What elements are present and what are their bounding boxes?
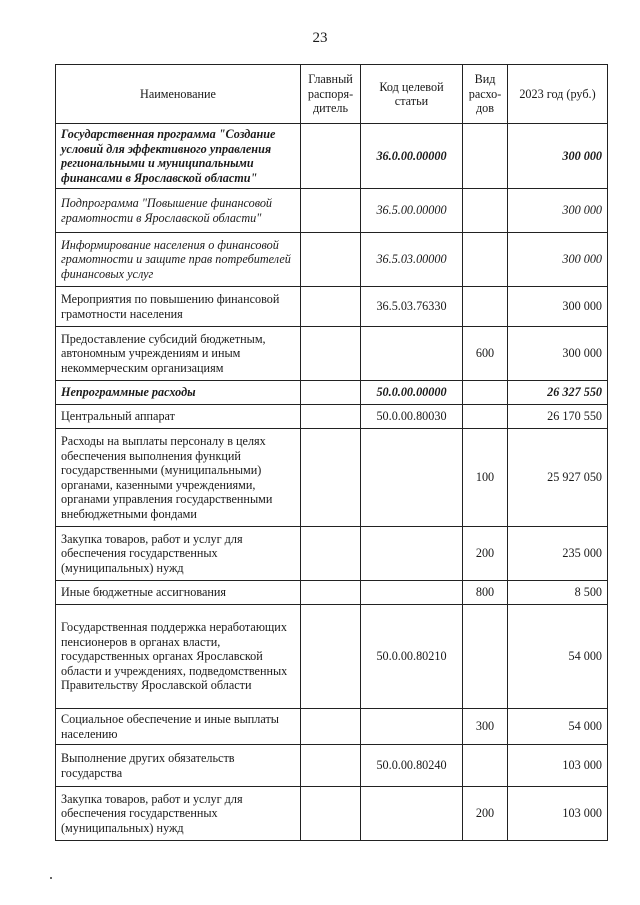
row-target-code: 50.0.00.80030 [361, 405, 463, 429]
table-row [56, 527, 608, 581]
table-row [56, 327, 608, 381]
row-target-code: 50.0.00.00000 [361, 381, 463, 405]
table-row [56, 745, 608, 787]
row-target-code: 50.0.00.80210 [361, 605, 463, 709]
table-row [56, 287, 608, 327]
row-amount: 300 000 [508, 233, 608, 287]
row-name: Иные бюджетные ассигнования [56, 581, 301, 605]
table-row [56, 429, 608, 527]
row-distributor [301, 787, 361, 841]
row-name: Предоставление субсидий бюджетным, автономным учреждениям и иным некоммерческим организациям [56, 327, 301, 381]
row-expense-type [463, 405, 508, 429]
row-distributor [301, 581, 361, 605]
row-target-code: 36.0.00.00000 [361, 124, 463, 189]
row-name: Центральный аппарат [56, 405, 301, 429]
row-target-code [361, 787, 463, 841]
row-distributor [301, 429, 361, 527]
row-amount: 26 327 550 [508, 381, 608, 405]
row-target-code [361, 327, 463, 381]
row-distributor [301, 605, 361, 709]
row-expense-type [463, 124, 508, 189]
budget-table [55, 64, 608, 841]
row-amount: 26 170 550 [508, 405, 608, 429]
row-target-code: 36.5.03.76330 [361, 287, 463, 327]
row-expense-type [463, 287, 508, 327]
row-expense-type [463, 189, 508, 233]
header-row [56, 65, 608, 124]
table-row [56, 124, 608, 189]
row-expense-type [463, 381, 508, 405]
table-row [56, 605, 608, 709]
row-distributor [301, 327, 361, 381]
table-body [56, 124, 608, 841]
row-distributor [301, 287, 361, 327]
scan-mark [50, 877, 52, 879]
row-amount: 54 000 [508, 605, 608, 709]
row-expense-type: 600 [463, 327, 508, 381]
table-row [56, 189, 608, 233]
row-name: Закупка товаров, работ и услуг для обеспечения государственных (муниципальных) нужд [56, 527, 301, 581]
table-row [56, 405, 608, 429]
row-distributor [301, 745, 361, 787]
header-target-code: Код целевой статьи [361, 65, 463, 124]
row-expense-type [463, 605, 508, 709]
row-expense-type: 200 [463, 787, 508, 841]
row-amount: 300 000 [508, 287, 608, 327]
row-target-code [361, 709, 463, 745]
row-amount: 103 000 [508, 745, 608, 787]
row-name: Подпрограмма "Повышение финансовой грамотности в Ярославской области" [56, 189, 301, 233]
row-target-code: 50.0.00.80240 [361, 745, 463, 787]
row-target-code [361, 429, 463, 527]
row-target-code [361, 581, 463, 605]
table-row [56, 233, 608, 287]
row-expense-type: 800 [463, 581, 508, 605]
row-expense-type: 100 [463, 429, 508, 527]
header-amount: 2023 год (руб.) [508, 65, 608, 124]
row-name: Выполнение других обязательств государства [56, 745, 301, 787]
header-name: Наименование [56, 65, 301, 124]
table-row [56, 787, 608, 841]
row-amount: 25 927 050 [508, 429, 608, 527]
row-amount: 8 500 [508, 581, 608, 605]
header-expense-type: Вид расхо-дов [463, 65, 508, 124]
row-amount: 300 000 [508, 189, 608, 233]
row-target-code: 36.5.00.00000 [361, 189, 463, 233]
row-distributor [301, 381, 361, 405]
row-amount: 235 000 [508, 527, 608, 581]
row-target-code: 36.5.03.00000 [361, 233, 463, 287]
page-number: 23 [312, 30, 328, 46]
table-row [56, 709, 608, 745]
row-name: Информирование населения о финансовой грамотности и защите прав потребителей финансовых услуг [56, 233, 301, 287]
row-amount: 300 000 [508, 124, 608, 189]
row-amount: 103 000 [508, 787, 608, 841]
row-name: Расходы на выплаты персоналу в целях обеспечения выполнения функций государственными (муниципальными) органами, казенными учреждениями, органами управления государственными внебюджетными фондами [56, 429, 301, 527]
row-name: Мероприятия по повышению финансовой грамотности населения [56, 287, 301, 327]
row-target-code [361, 527, 463, 581]
row-name: Государственная программа "Создание условий для эффективного управления региональными и муниципальными финансами в Ярославской области" [56, 124, 301, 189]
row-distributor [301, 527, 361, 581]
row-expense-type: 200 [463, 527, 508, 581]
row-distributor [301, 233, 361, 287]
header-distributor: Главный распоря-дитель [301, 65, 361, 124]
table-row [56, 581, 608, 605]
row-expense-type [463, 233, 508, 287]
row-name: Социальное обеспечение и иные выплаты населению [56, 709, 301, 745]
row-expense-type [463, 745, 508, 787]
table-header [56, 65, 608, 124]
row-name: Государственная поддержка неработающих пенсионеров в органах власти, государственных органах Ярославской области и учреждениях, подведомственных Правительству Ярославской области [56, 605, 301, 709]
table-row [56, 381, 608, 405]
row-distributor [301, 189, 361, 233]
row-distributor [301, 709, 361, 745]
row-name: Закупка товаров, работ и услуг для обеспечения государственных (муниципальных) нужд [56, 787, 301, 841]
row-distributor [301, 405, 361, 429]
row-expense-type: 300 [463, 709, 508, 745]
row-amount: 300 000 [508, 327, 608, 381]
row-amount: 54 000 [508, 709, 608, 745]
row-distributor [301, 124, 361, 189]
row-name: Непрограммные расходы [56, 381, 301, 405]
